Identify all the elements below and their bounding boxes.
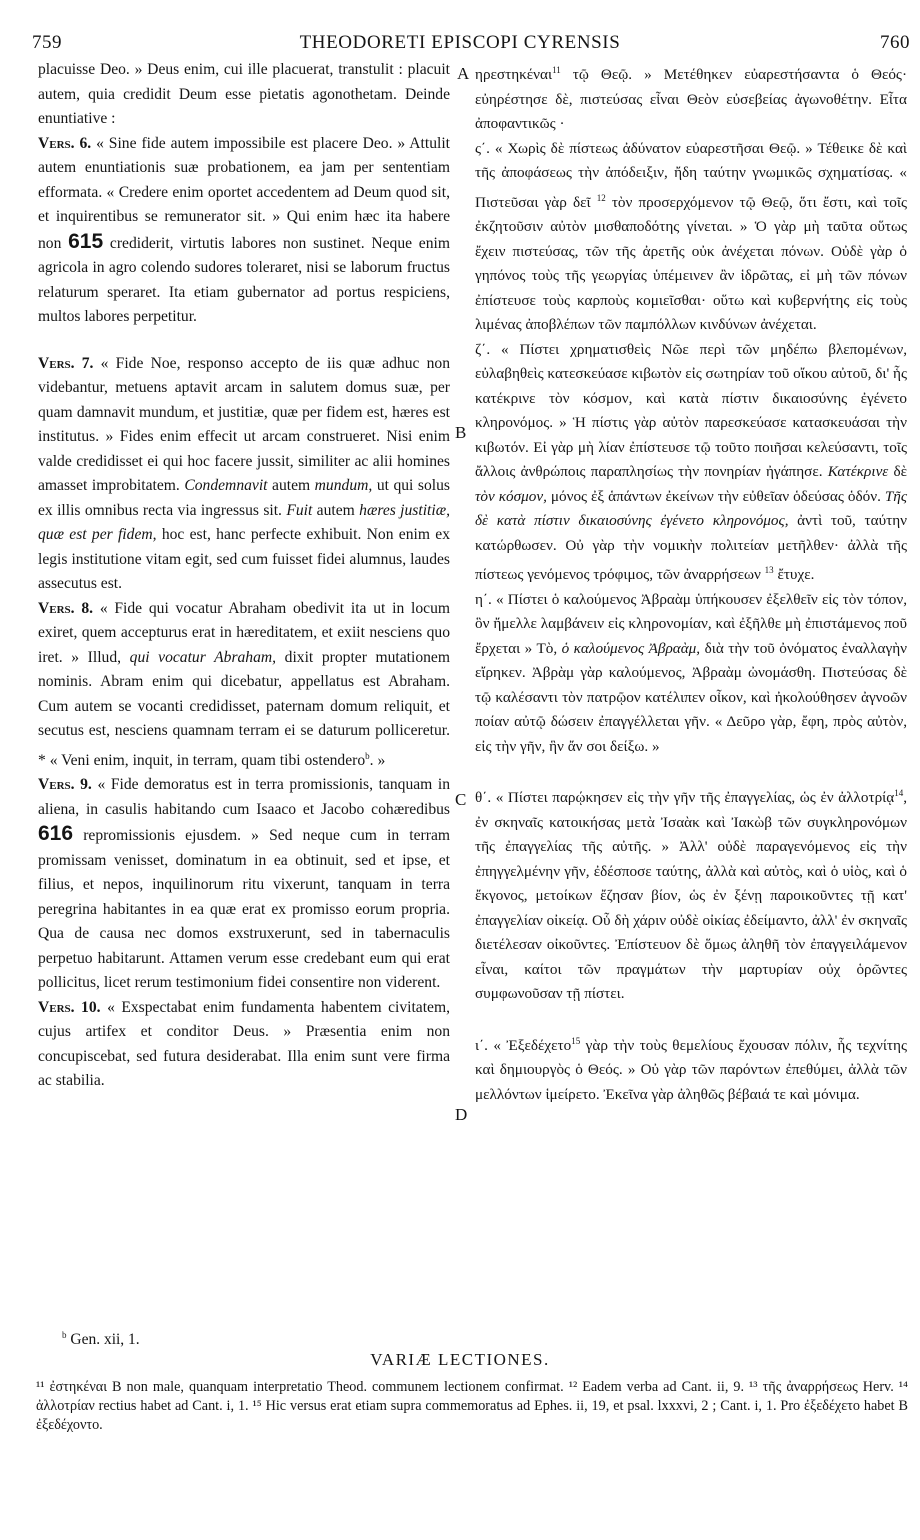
greek-text: γὰρ τὴν τοὺς θεμελίους ἔχουσαν πόλιν, ἧς τεχνίτης καὶ δημιουργὸς ὁ Θεός. » Οὐ γὰρ τῶν παρόντων ἐπεθύμει, ἀλλὰ τῶν μελλόντων ἱμείρετο. Ἐκεῖνα γὰρ ἀληθῶς βέβαιά τε καὶ μόνιμα. [475, 1036, 907, 1103]
greek-text: ηρεστηκέναι [475, 66, 553, 84]
latin-text: dixit propter mutationem nominis. Abram enim qui dicebatur, appellatus est Abraham. Cum autem se vocanti credidisset, paternam domum reliquit, et secutus est, nesciens quamnam terram ei se daturum polliceretur. * « Veni enim, inquit, in terram, quam tibi ostendero [38, 648, 450, 769]
greek-paragraph [475, 1029, 907, 1108]
margin-marker-c: C [455, 790, 467, 809]
verse-label: Vers. 9. [38, 776, 92, 794]
running-title: THEODORETI EPISCOPI CYRENSIS [299, 32, 621, 53]
variae-lectiones-text: ¹¹ ἐστηκέναι B non male, quanquam interpretatio Theod. communem lectionem confirmat. ¹² Eadem verba ad Cant. ii, 9. ¹³ τῆς ἀναρρήσεως Herv. ¹⁴ ἀλλοτρίαν rectius habet ad Cant. i, 1. ¹⁵ Hic versus erat etiam supra commemoratus ad Ephes. ii, 19, et psal. lxxxvi, 2 ; Cant. i, 1. Pro ἐξεδέχετο habet B ἐξεδέχοντο. [36, 1379, 908, 1433]
latin-italic: mundum, [314, 477, 373, 494]
latin-text: ut qui solus ex illis omnibus recta via ingressus sit. [38, 477, 450, 519]
greek-paragraph [475, 338, 907, 588]
latin-italic: Condemnavit [184, 477, 268, 494]
greek-paragraph [475, 58, 907, 137]
greek-italic: Κατέκρινε [827, 463, 889, 481]
verse-label: Vers. 8. [38, 599, 94, 617]
latin-text: « Fide Noe, responso accepto de iis quæ adhuc non videbantur, metuens aptavit arcam in salutem domus suæ, per quam damnavit mundum, et justitiæ, quæ per fidem est, hæres est institutus. » Fides enim effecit ut arcam construeret. Nisi enim valde credidisset ei qui hoc facere jussit, similiter ac alii homines amasset improbitatem. [38, 354, 450, 494]
greek-text: , ἐν σκηναῖς κατοικήσας μετὰ Ἰσαὰκ καὶ Ἰακὼβ τῶν συγκληρονόμων τῆς ἐπαγγελίας τῆς αὐτῆς. » Ἀλλ' οὐδὲ παραγενόμενος εἰς τὴν ἐπηγγελμένην γῆν, ἐδέσποσε ταύτης, ἀλλὰ καὶ αὐτὸς, καὶ ὁ υἱὸς, καὶ ὁ ἔκγονος, μετοίκων ἔζησαν βίον, ὡς ἐν ξένῃ παροικοῦντες τῇ κατ' ἐπαγγελίαν οἰκείᾳ. Οὗ δὴ χάριν οὐδὲ οἰκίας ἐδείμαντο, ἀλλ' ἐν σκηναῖς διετέλεσαν οἰκοῦντες. Ἐπίστευον δὲ ὅμως ἀληθῆ τὸν ἐπαγγειλάμενον εἶναι, καίτοι τῶν πραγμάτων τὴν μαρτυρίαν οὐχ ὁρῶντες συμφωνοῦσαν τῇ πίστει. [475, 789, 907, 1003]
greek-italic: τὸν κόσμον, [475, 487, 547, 505]
verse-label: Vers. 10. [38, 998, 101, 1016]
variant-ref: 11 [552, 65, 561, 75]
latin-text: « Fide demoratus est in terra promissionis, tanquam in aliena, in casulis habitando cum Isaaco et Jacobo cohæredibus [38, 776, 450, 818]
latin-paragraph [38, 597, 450, 774]
latin-column [38, 58, 450, 1094]
variant-ref: 12 [596, 192, 606, 203]
latin-text: autem [272, 477, 311, 494]
latin-italic: Fuit [286, 501, 313, 519]
latin-paragraph [38, 352, 450, 597]
greek-paragraph [475, 781, 907, 1007]
greek-text: ι΄. « Ἐξεδέχετο [475, 1036, 572, 1054]
latin-text: hoc est, hanc perfecte exhibuit. Non enim ex legis institutione vitam egit, sed cum fuisset fidei alumnus, laudes assecutus est. [38, 526, 451, 592]
latin-paragraph [38, 58, 450, 132]
latin-paragraph [38, 132, 450, 330]
margin-marker-d: D [455, 1105, 468, 1124]
margin-marker-a: A [457, 64, 470, 83]
greek-paragraph [475, 588, 907, 760]
footnote-ref: b [365, 750, 370, 761]
margin-marker-b: B [455, 423, 467, 442]
latin-text: « Fide qui vocatur Abraham obedivit ita ut in locum exiret, quem accepturus erat in hæreditatem, et exiit nesciens quo iret. » Illud, [38, 599, 451, 666]
greek-text: τὸν προσερχόμενον τῷ Θεῷ, ὅτι ἔστι, καὶ τοῖς ἐκζητοῦσιν αὐτὸν μισθαποδότης γίνεται. » Ὁ γὰρ μὴ ταῦτα οὕτως ἔχειν πιστεύσας, τῶν τῆς ἀρετῆς οὐκ ἀνέχεται πόνων. Οὐδὲ γὰρ ὁ γηπόνος τοὺς τῆς γεωργίας ὑπέμεινεν ἂν ἱδρῶτας, εἰ μὴ τῶν πόνων ἐπίστευσε τοὺς καρποὺς κομιεῖσθαι· οὕτω καὶ κυβερνήτης εἰς τοὺς λιμένας ἀποβλέπων τῶν παμπόλλων κινδύνων ἀνέχεται. [475, 193, 907, 334]
greek-italic: Τῆς δὲ κατὰ πίστιν δικαιοσύνης ἐγένετο κληρονόμος, [475, 487, 908, 530]
latin-paragraph [38, 996, 450, 1094]
variae-lectiones-heading: VARIÆ LECTIONES. [370, 1350, 550, 1369]
latin-text: « Sine fide autem impossibile est placere Deo. » Attulit autem enuntiationis suæ probationem, ea jam per sententiam efformata. « Credere enim oportet accedentem ad Deum quod sit, et inquirentibus se remunerator sit. » Qui enim hæc ita habere non [38, 134, 450, 252]
verse-label: Vers. 6. [38, 134, 92, 152]
page-header [0, 14, 920, 54]
greek-text: διὰ τὴν τοῦ ὀνόματος ἐναλλαγὴν εἴρηκεν. Ἀβρὰμ γὰρ καλούμενος, Ἀβραὰμ ὠνομάσθη. Πιστεύσας δὲ τῷ καλέσαντι τὸν πατρῷον κατέλιπεν οἶκον, καὶ ἠκολούθησεν ἀγνοῶν ποίαν αὐτῷ δώσειν ἐπαγγέλλεται γῆν. « Δεῦρο γὰρ, ἔφη, πρὸς αὐτὸν, εἰς τὴν γῆν, ἣν ἄν σοι δείξω. » [475, 639, 908, 755]
footnote-mark: b [62, 1330, 67, 1340]
greek-text: μόνος ἐξ ἁπάντων ἐκείνων τὴν εὐθεῖαν ὁδεύσας ὁδόν. [550, 487, 881, 505]
column-number: 615 [68, 229, 104, 253]
greek-text: δὲ [893, 463, 907, 481]
greek-text: ς΄. « Χωρὶς δὲ πίστεως ἀδύνατον εὐαρεστῆσαι Θεῷ. » Τέθεικε δὲ καὶ τῆς ἀποφάσεως τὴν ἀπόδειξιν, ἤδη ταύτην γνωμικῶς σχηματίσας. « Πιστεῦσαι γὰρ δεῖ [475, 139, 907, 211]
variant-ref: 13 [764, 565, 774, 576]
latin-italic: qui vocatur Abraham, [129, 648, 277, 666]
latin-paragraph [38, 773, 450, 996]
footnote-text: Gen. xii, 1. [70, 1331, 140, 1349]
latin-text: repromissionis ejusdem. » Sed neque cum in terram promissam venisset, dominatum in ea obtinuit, sed et ipse, et filius, et nepos, inquilinorum ritu vixerunt, tanquam in terra peregrina habitantes in ea quæ erat ex promisso eorum propria. Qua de causa nec domos exstruxerunt, sed in tabernaculis perpetuo habitarunt. Attamen verum esse credebant eum qui erat pollicitus, licet rerum testimonium fidei consentire non viderent. [38, 827, 450, 992]
greek-paragraph [475, 137, 907, 338]
greek-italic: ὁ καλούμενος Ἀβραὰμ, [561, 639, 701, 657]
latin-text: autem [316, 501, 355, 519]
variant-ref: 14 [894, 788, 904, 799]
right-page-number: 760 [880, 32, 910, 53]
greek-text: τῷ Θεῷ. » Μετέθηκεν εὐαρεστήσαντα ὁ Θεός· εὐηρέστησε δὲ, πιστεύσας εἶναι Θεὸν εὐσεβείας ἀγωνοθέτην. Εἶτα ἀποφαντικῶς · [475, 66, 907, 133]
latin-text: placuisse Deo. » Deus enim, cui ille placuerat, transtulit : placuit autem, quia credidit Deum esse pietatis agonothetam. Deinde enuntiative : [38, 61, 450, 127]
greek-text: θ΄. « Πίστει παρῴκησεν εἰς τὴν γῆν τῆς ἐπαγγελίας, ὡς ἐν ἀλλοτρίᾳ [475, 789, 895, 807]
greek-column [475, 58, 907, 1107]
column-number: 616 [38, 822, 74, 846]
greek-text: ἀντὶ τοῦ, ταύτην κατώρθωσεν. Οὐ γὰρ τὴν νομικὴν πολιτείαν μετῆλθεν· ἀλλὰ τῆς πίστεως γενόμενος τρόφιμος, τῶν ἀναρρήσεων [475, 512, 908, 584]
latin-text: crediderit, virtutis labores non sustinet. Neque enim agricola in agro colendo sudores toleraret, nisi se laborum fructus relaturum speraret. Ita etiam gubernator ad portus respiciens, multos labores perpetitur. [38, 234, 450, 325]
verse-label: Vers. 7. [38, 354, 94, 372]
latin-italic: hæres justitiæ, quæ est per fidem, [38, 501, 450, 543]
greek-text: ζ΄. « Πίστει χρηματισθεὶς Νῶε περὶ τῶν μηδέπω βλεπομένων, εὐλαβηθεὶς κατεσκεύασε κιβωτὸν εἰς σωτηρίαν τοῦ οἴκου αὐτοῦ, δι' ἧς κατέκρινε τὸν κόσμον, καὶ κατὰ πίστιν δικαιοσύνης ἐγένετο κληρονόμος. » Ἡ πίστις γὰρ αὐτὸν παρεσκεύασε κατασκευάσαι τὴν κιβωτόν. Εἰ γὰρ μὴ λίαν ἐπίστευσε τῷ τοῦτο ποιῆσαι κελεύσαντι, τοῖς ἄλλοις ἀνθρώποις παραπλησίως τὴν πονηρίαν ἠγάπησε. [475, 340, 908, 481]
greek-text: η΄. « Πίστει ὁ καλούμενος Ἀβραὰμ ὑπήκουσεν ἐξελθεῖν εἰς τὸν τόπον, ὃν ἤμελλε λαμβάνειν εἰς κληρονομίαν, καὶ ἐξῆλθε μὴ ἐπιστάμενος ποῦ ἔρχεται » Τὸ, [475, 590, 907, 657]
footnote [62, 1330, 140, 1349]
left-page-number: 759 [32, 32, 62, 53]
latin-text: . » [369, 751, 386, 769]
latin-text: « Exspectabat enim fundamenta habentem civitatem, cujus artifex et conditor Deus. » Præsentia enim non concupiscebat, sed futura desiderabat. Illa enim sunt vere firma ac stabilia. [38, 998, 450, 1090]
greek-text: ἔτυχε. [777, 566, 815, 584]
variant-ref: 15 [571, 1035, 581, 1046]
